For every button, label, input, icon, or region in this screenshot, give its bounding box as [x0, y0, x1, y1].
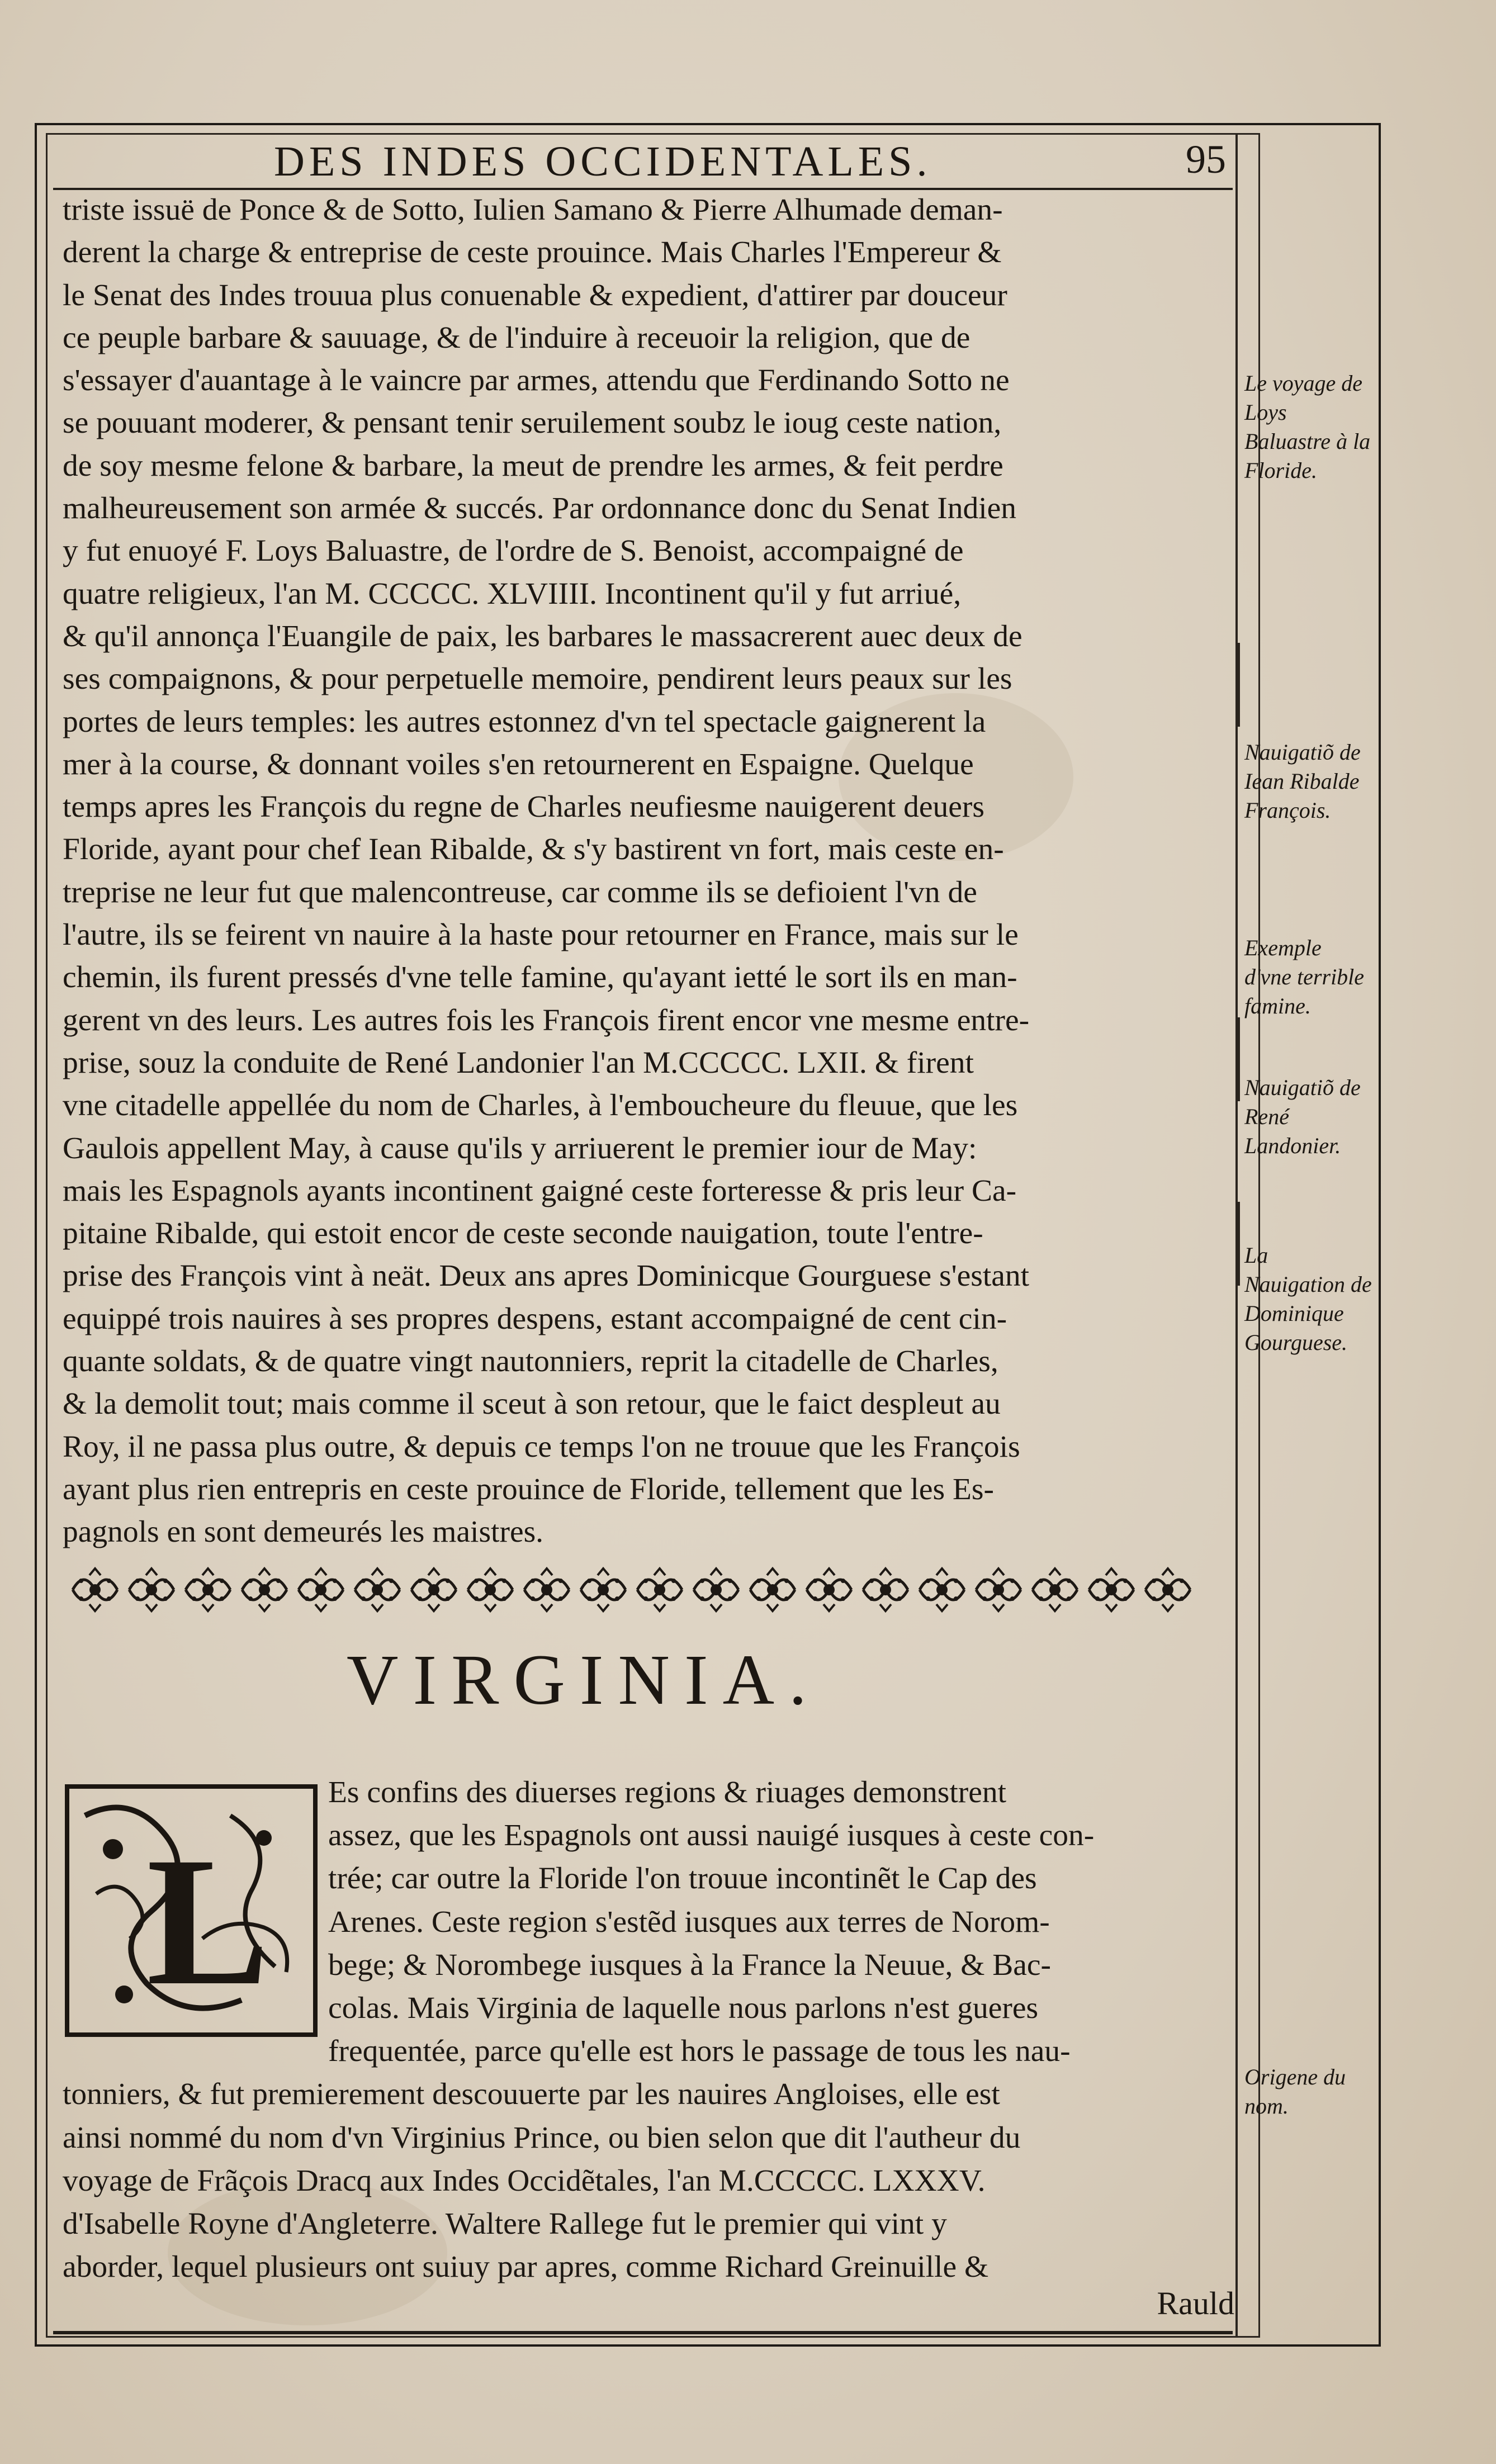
section-title: VIRGINIA.: [347, 1640, 821, 1719]
text-line: prise, souz la conduite de René Landonier l'an M.CCCCC. LXII. & firent: [63, 1045, 974, 1080]
text-line: Arenes. Ceste region s'estẽd iusques aux terres de Norom-: [328, 1904, 1050, 1939]
text-line: pagnols en sont demeurés les maistres.: [63, 1515, 544, 1550]
text-line: equippé trois nauires à ses propres despens, estant accompaigné de cent cin-: [63, 1301, 1007, 1336]
text-line: colas. Mais Virginia de laquelle nous parlons n'est gueres: [328, 1991, 1039, 2026]
marginal-note: La Nauigation de Dominique Gourguese.: [1244, 1243, 1372, 1355]
text-line: assez, que les Espagnols ont aussi nauigé iusques à ceste con-: [328, 1818, 1095, 1853]
text-line: mais les Espagnols ayants incontinent gaigné ceste forteresse & pris leur Ca-: [63, 1173, 1017, 1208]
margin-rule: [1238, 1202, 1240, 1286]
text-line: Floride, ayant pour chef Iean Ribalde, & s'y bastirent vn fort, mais ceste en-: [63, 832, 1004, 867]
text-line: ayant plus rien entrepris en ceste prouince de Floride, tellement que les Es-: [63, 1472, 994, 1506]
margin-rule: [1238, 1017, 1240, 1101]
text-line: chemin, ils furent pressés d'vne telle famine, qu'ayant ietté le sort ils en man-: [63, 960, 1017, 995]
text-line: ce peuple barbare & sauuage, & de l'induire à receuoir la religion, que de: [63, 320, 970, 355]
text-line: & la demolit tout; mais comme il sceut à son retour, que le faict despleut au: [63, 1387, 1001, 1421]
text-line: de soy mesme felone & barbare, la meut de prendre les armes, & feit perdre: [63, 448, 1003, 483]
bottom-rule: [53, 2331, 1233, 2334]
text-line: aborder, lequel plusieurs ont suiuy par apres, comme Richard Greinuille &: [63, 2250, 989, 2285]
drop-cap-letter: L: [146, 1819, 270, 2024]
text-line: voyage de Frãçois Dracq aux Indes Occidẽtales, l'an M.CCCCC. LXXXV.: [63, 2163, 986, 2198]
text-line: y fut enuoyé F. Loys Baluastre, de l'ordre de S. Benoist, accompaigné de: [63, 534, 964, 568]
text-line: l'autre, ils se feirent vn nauire à la haste pour retourner en France, mais sur le: [63, 918, 1019, 953]
ornamental-border: [67, 1564, 1196, 1615]
marginal-note: Nauigatiõ de René Landonier.: [1244, 1075, 1361, 1158]
marginal-note: Exemple d'vne terrible famine.: [1244, 935, 1365, 1018]
text-line: le Senat des Indes trouua plus conuenable & expedient, d'attirer par douceur: [63, 278, 1007, 312]
text-line: frequentée, parce qu'elle est hors le passage de tous les nau-: [328, 2034, 1071, 2069]
text-line: se pouuant moderer, & pensant tenir seruilement soubz le ioug ceste nation,: [63, 406, 1002, 440]
text-line: vne citadelle appellée du nom de Charles, à l'emboucheure du fleuue, que les: [63, 1088, 1018, 1123]
text-line: mer à la course, & donnant voiles s'en retournerent en Espaigne. Quelque: [63, 747, 974, 781]
catchword: Rauld: [1157, 2285, 1234, 2321]
text-line: quante soldats, & de quatre vingt nautonniers, reprit la citadelle de Charles,: [63, 1344, 998, 1379]
text-line: portes de leurs temples: les autres estonnez d'vn tel spectacle gaignerent la: [63, 704, 986, 739]
page-number: 95: [1186, 137, 1226, 182]
text-line: d'Isabelle Royne d'Angleterre. Waltere Rallege fut le premier qui vint y: [63, 2207, 947, 2242]
text-line: tonniers, & fut premierement descouuerte par les nauires Angloises, elle est: [63, 2077, 1000, 2112]
text-line: triste issuë de Ponce & de Sotto, Iulien Samano & Pierre Alhumade deman-: [63, 193, 1003, 227]
text-line: derent la charge & entreprise de ceste prouince. Mais Charles l'Empereur &: [63, 235, 1002, 270]
text-line: prise des François vint à neät. Deux ans apres Dominicque Gourguese s'estant: [63, 1259, 1030, 1293]
text-line: quatre religieux, l'an M. CCCCC. XLVIIII. Incontinent qu'il y fut arriué,: [63, 576, 962, 611]
text-line: ainsi nommé du nom d'vn Virginius Prince, ou bien selon que dit l'autheur du: [63, 2120, 1021, 2155]
text-line: trée; car outre la Floride l'on trouue incontinẽt le Cap des: [328, 1861, 1037, 1896]
text-line: gerent vn des leurs. Les autres fois les François firent encor vne mesme entre-: [63, 1003, 1030, 1037]
text-line: Gaulois appellent May, à cause qu'ils y arriuerent le premier iour de May:: [63, 1131, 977, 1165]
text-line: & qu'il annonça l'Euangile de paix, les barbares le massacrerent auec deux de: [63, 619, 1022, 653]
margin-rule: [1238, 643, 1240, 727]
running-head: DES INDES OCCIDENTALES.: [274, 138, 932, 185]
text-line: Roy, il ne passa plus outre, & depuis ce temps l'on ne trouue que les François: [63, 1429, 1020, 1464]
text-line: malheureusement son armée & succés. Par ordonnance donc du Senat Indien: [63, 491, 1017, 526]
section-text-block: [63, 1771, 1225, 2288]
marginal-note: Le voyage de Loys Baluastre à la Floride.: [1244, 371, 1371, 483]
marginal-note: Nauigatiõ de Iean Ribalde François.: [1244, 740, 1361, 823]
marginal-note: Origene du nom.: [1244, 2064, 1346, 2119]
page-header: [53, 134, 1233, 190]
text-line: ses compaignons, & pour perpetuelle memoire, pendirent leurs peaux sur les: [63, 662, 1012, 696]
text-line: treprise ne leur fut que malencontreuse, car comme ils se defioient l'vn de: [63, 875, 977, 909]
text-line: pitaine Ribalde, qui estoit encor de ceste seconde nauigation, toute l'entre-: [63, 1216, 983, 1251]
text-line: Es confins des diuerses regions & riuages demonstrent: [328, 1775, 1007, 1809]
text-line: temps apres les François du regne de Charles neufiesme nauigerent deuers: [63, 790, 985, 825]
text-line: s'essayer d'auantage à le vaincre par armes, attendu que Ferdinando Sotto ne: [63, 363, 1010, 398]
text-line: bege; & Norombege iusques à la France la Neuue, & Bac-: [328, 1947, 1052, 1982]
main-text-block: [63, 189, 1225, 1554]
